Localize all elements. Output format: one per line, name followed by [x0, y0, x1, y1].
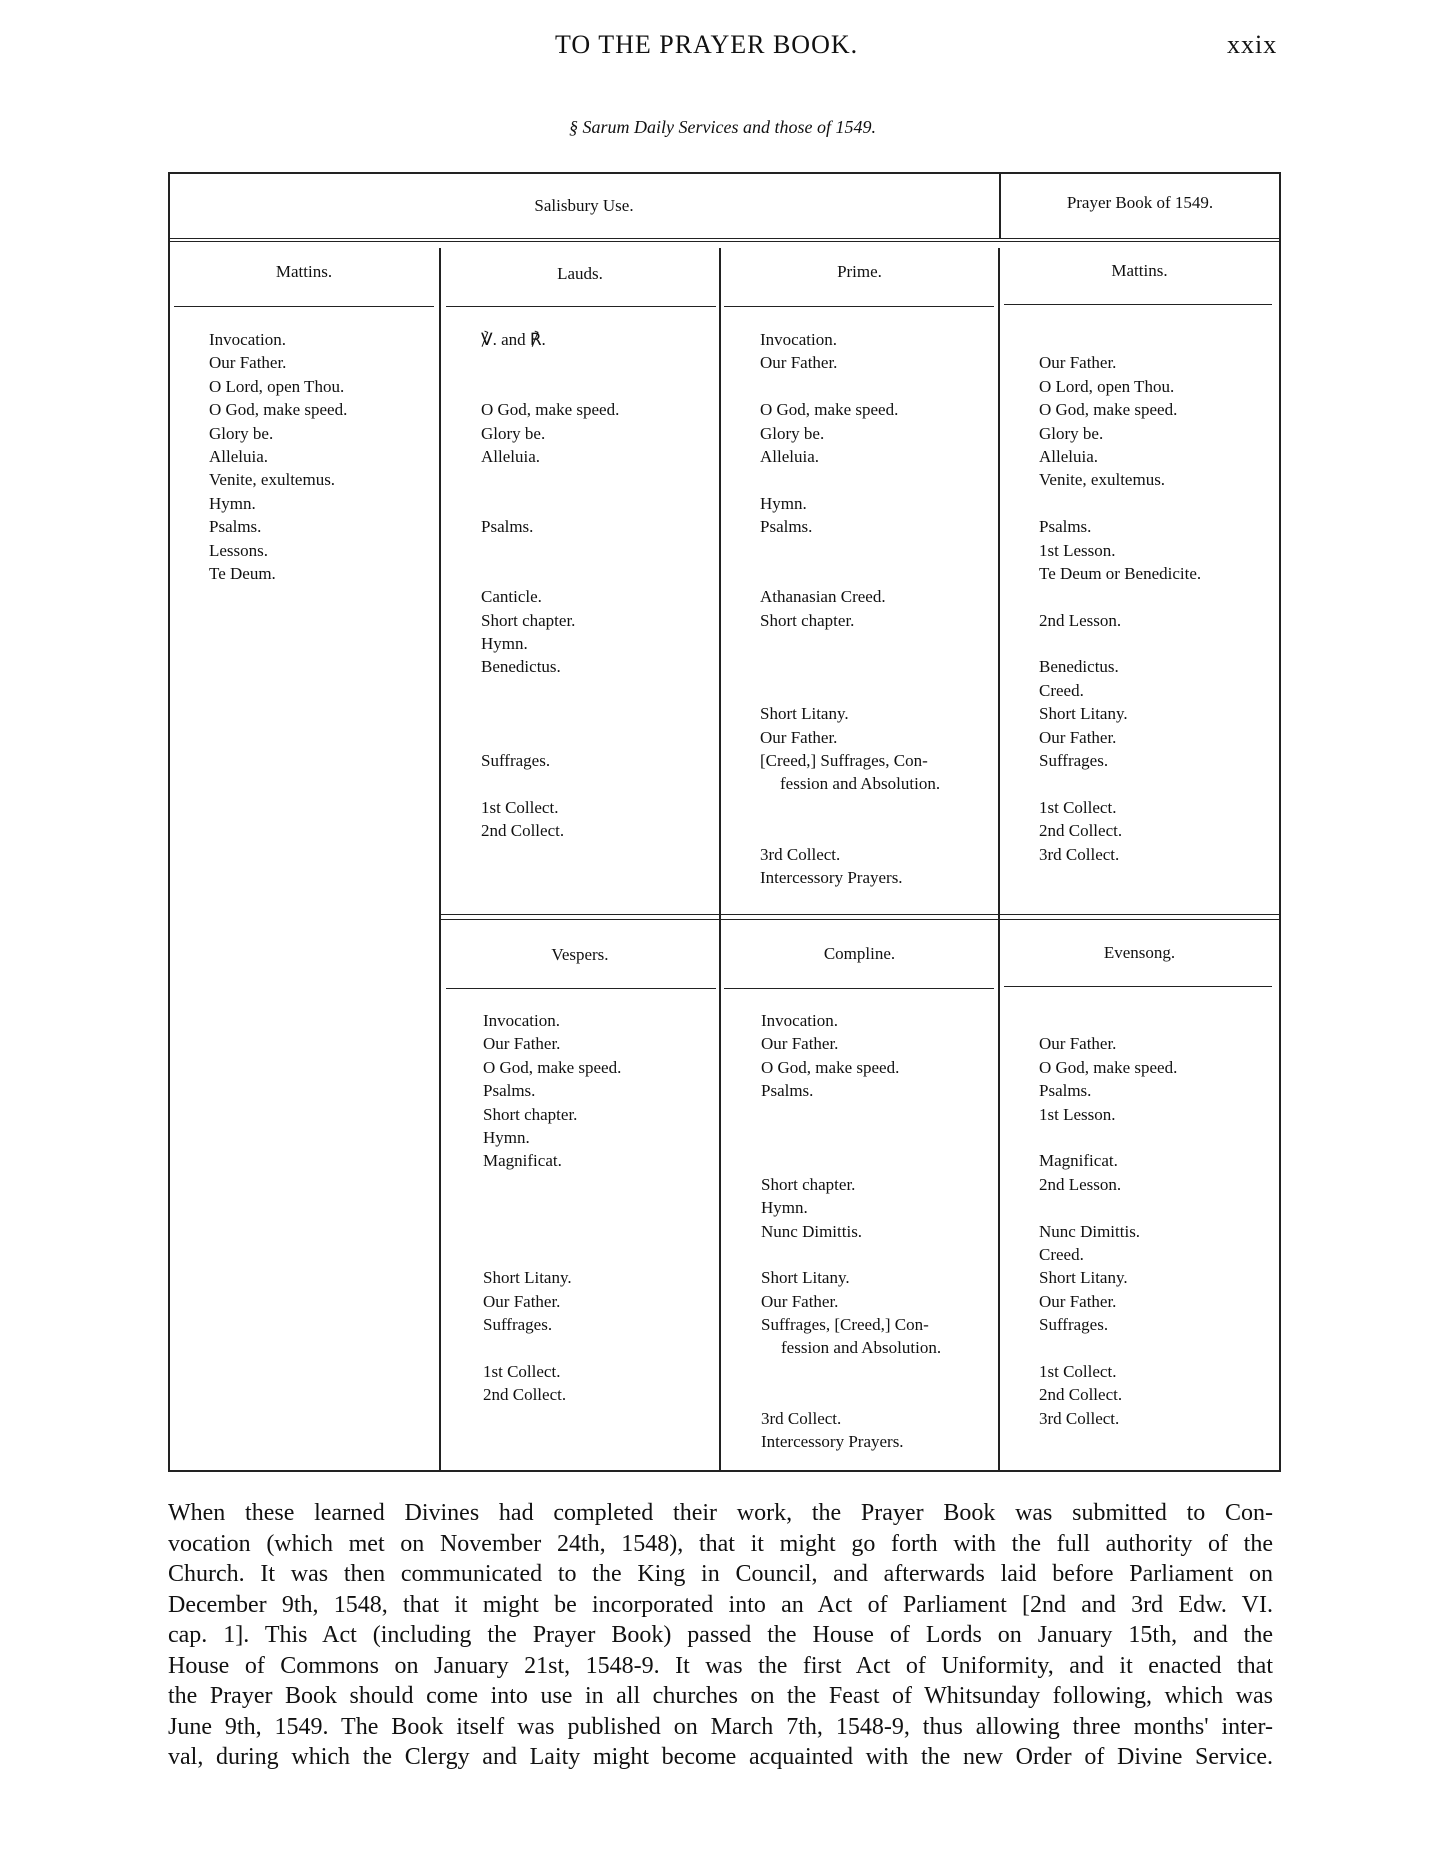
list-item: 2nd Lesson.: [1039, 1174, 1122, 1194]
list-item: [481, 375, 619, 398]
list-item: O God, make speed.: [761, 1057, 900, 1077]
list-item: [483, 1336, 621, 1359]
vespers-header: Vespers.: [551, 945, 609, 964]
list-item: Our Father.: [483, 1034, 561, 1054]
list-item: Invocation.: [761, 1011, 838, 1030]
list-item: Venite, exultemus.: [1039, 470, 1166, 490]
list-item: Psalms.: [760, 517, 813, 537]
list-item: Creed.: [1039, 1244, 1084, 1264]
list-item: Short Litany.: [1039, 704, 1128, 724]
list-item: Canticle.: [481, 587, 542, 607]
list-item: [481, 351, 619, 374]
list-item: Short Litany.: [760, 704, 849, 724]
list-item: Short chapter.: [483, 1104, 578, 1124]
list-item: Glory be.: [481, 423, 546, 443]
mattins-1549-items: [1039, 328, 1201, 866]
list-item: Suffrages.: [1039, 1315, 1109, 1335]
list-item: Te Deum.: [209, 563, 276, 583]
list-item: 1st Collect.: [483, 1361, 561, 1381]
list-item: [761, 1243, 941, 1266]
list-item: Alleluia.: [760, 446, 820, 466]
list-item: [1039, 1009, 1177, 1032]
upper-header-rule-2: [446, 306, 716, 307]
list-item: Short chapter.: [760, 610, 855, 630]
vespers-items: [483, 1009, 621, 1407]
running-head: [0, 30, 1445, 70]
list-item: Te Deum or Benedicite.: [1039, 563, 1202, 583]
body-line: val, during which the Clergy and Laity might become acquainted with the new Order of Divine Service.: [168, 1744, 1273, 1770]
list-item: Hymn.: [209, 493, 256, 513]
group-header-rule-a: [170, 238, 1280, 239]
page-number: xxix: [1227, 30, 1278, 59]
list-item: [760, 796, 940, 819]
list-item: Alleluia.: [1039, 446, 1099, 466]
list-item: Our Father.: [761, 1291, 839, 1311]
list-item: Short chapter.: [481, 610, 576, 630]
list-item: [Creed,] Suffrages, Con-: [760, 751, 928, 771]
upper-header-rule-1: [174, 306, 434, 307]
list-item: [481, 772, 619, 795]
running-title: TO THE PRAYER BOOK.: [555, 30, 859, 59]
list-item: 1st Collect.: [1039, 797, 1117, 817]
list-item: [761, 1360, 941, 1383]
list-item: [481, 726, 619, 749]
upper-header-rule-4: [1004, 304, 1272, 305]
lauds-items: [481, 328, 619, 843]
table-rule-bottom: [168, 1470, 1280, 1472]
list-item: Hymn.: [761, 1198, 808, 1218]
list-item: Alleluia.: [209, 446, 269, 466]
list-item: [1039, 585, 1201, 608]
list-item: [483, 1173, 621, 1196]
list-item: Nunc Dimittis.: [761, 1221, 863, 1241]
list-item: 3rd Collect.: [761, 1408, 842, 1428]
list-item: Psalms.: [1039, 1081, 1092, 1101]
list-item: Our Father.: [209, 353, 287, 373]
list-item: [1039, 772, 1201, 795]
upper-header-rule-3: [724, 306, 994, 307]
list-item: Suffrages, [Creed,] Con-: [761, 1315, 929, 1335]
list-item: Short Litany.: [483, 1268, 572, 1288]
list-item: Short Litany.: [1039, 1268, 1128, 1288]
list-item: [1039, 328, 1201, 351]
list-item: 2nd Collect.: [1039, 821, 1123, 841]
list-item: [760, 655, 940, 678]
list-item: fession and Absolution.: [781, 1338, 942, 1358]
list-item: Our Father.: [761, 1034, 839, 1054]
list-item: Psalms.: [1039, 517, 1092, 537]
list-item: [761, 1126, 941, 1149]
list-item: 1st Lesson.: [1039, 540, 1116, 560]
list-item: Psalms.: [209, 517, 262, 537]
list-item: [481, 492, 619, 515]
list-item: [760, 819, 940, 842]
list-item: Benedictus.: [1039, 657, 1119, 677]
compline-header: Compline.: [823, 944, 896, 963]
list-item: Magnificat.: [1039, 1151, 1118, 1171]
list-item: Our Father.: [760, 727, 838, 747]
lower-header-rule-3: [1004, 986, 1272, 987]
body-line: Church. It was then communicated to the King in Council, and afterwards laid before Parliament on: [168, 1561, 1273, 1587]
evensong-header: Evensong.: [1103, 943, 1176, 962]
list-item: [761, 1149, 941, 1172]
list-item: [760, 468, 940, 491]
list-item: [483, 1243, 621, 1266]
list-item: Alleluia.: [481, 446, 541, 466]
list-item: Glory be.: [1039, 423, 1104, 443]
list-item: O God, make speed.: [483, 1057, 622, 1077]
list-item: [1039, 1126, 1177, 1149]
table-rule-left: [168, 172, 170, 1472]
body-line: House of Commons on January 21st, 1548-9. It was the first Act of Uniformity, and it enacted that: [168, 1652, 1273, 1679]
list-item: [481, 702, 619, 725]
mattins-salisbury-items: [209, 328, 347, 585]
list-item: Psalms.: [761, 1081, 814, 1101]
list-item: [760, 539, 940, 562]
list-item: [1039, 492, 1201, 515]
list-item: Our Father.: [760, 353, 838, 373]
list-item: [483, 1220, 621, 1243]
list-item: Hymn.: [481, 634, 528, 654]
list-item: Short chapter.: [761, 1174, 856, 1194]
list-item: [760, 679, 940, 702]
list-item: [1039, 1196, 1177, 1219]
list-item: Benedictus.: [481, 657, 561, 677]
list-item: [761, 1103, 941, 1126]
list-item: [481, 468, 619, 491]
list-item: Suffrages.: [481, 751, 551, 771]
column-divider-1: [439, 248, 441, 1470]
list-item: Psalms.: [481, 517, 534, 537]
list-item: 2nd Lesson.: [1039, 610, 1122, 630]
list-item: Invocation.: [760, 330, 837, 349]
list-item: [481, 679, 619, 702]
group-header-rule-b: [170, 241, 1280, 242]
table-rule-right: [1279, 172, 1281, 1472]
list-item: ℣. and ℟.: [481, 330, 546, 349]
list-item: 3rd Collect.: [1039, 844, 1120, 864]
list-item: O Lord, open Thou.: [1039, 376, 1175, 396]
prayer-book-1549-header: Prayer Book of 1549.: [1066, 193, 1214, 212]
list-item: [760, 562, 940, 585]
list-item: Invocation.: [209, 330, 286, 349]
list-item: [1039, 1336, 1177, 1359]
mattins-salisbury-header: Mattins.: [275, 262, 333, 281]
group-divider: [999, 172, 1001, 238]
body-paragraph: [168, 1498, 1273, 1773]
column-divider-3: [998, 248, 1000, 1470]
list-item: Creed.: [1039, 680, 1084, 700]
section-rule-b: [441, 919, 1280, 920]
list-item: [481, 539, 619, 562]
compline-items: [761, 1009, 941, 1453]
list-item: [760, 632, 940, 655]
list-item: Suffrages.: [483, 1315, 553, 1335]
list-item: O God, make speed.: [209, 400, 348, 420]
list-item: Athanasian Creed.: [760, 587, 886, 607]
body-line: vocation (which met on November 24th, 1548), that it might go forth with the full authority of the: [168, 1530, 1273, 1557]
list-item: Nunc Dimittis.: [1039, 1221, 1141, 1241]
lower-header-rule-2: [724, 988, 994, 989]
list-item: Glory be.: [209, 423, 274, 443]
list-item: Hymn.: [483, 1127, 530, 1147]
body-line: December 9th, 1548, that it might be incorporated into an Act of Parliament [2nd and 3rd Edw. VI.: [168, 1591, 1273, 1618]
list-item: [483, 1196, 621, 1219]
list-item: [761, 1383, 941, 1406]
list-item: Intercessory Prayers.: [761, 1432, 904, 1452]
prime-items: [760, 328, 940, 889]
list-item: Magnificat.: [483, 1151, 562, 1171]
mattins-1549-header: Mattins.: [1111, 261, 1168, 280]
list-item: 2nd Collect.: [481, 821, 565, 841]
list-item: O God, make speed.: [1039, 1057, 1178, 1077]
list-item: Lessons.: [209, 540, 269, 560]
list-item: O God, make speed.: [481, 400, 620, 420]
list-item: Our Father.: [1039, 1034, 1117, 1054]
section-rule-a: [441, 914, 1280, 915]
list-item: Intercessory Prayers.: [760, 867, 903, 887]
list-item: fession and Absolution.: [780, 774, 941, 794]
list-item: [481, 562, 619, 585]
table-caption: § Sarum Daily Services and those of 1549.: [569, 117, 876, 137]
list-item: Our Father.: [1039, 353, 1117, 373]
list-item: 1st Collect.: [481, 797, 559, 817]
body-line: the Prayer Book should come into use in all churches on the Feast of Whitsunday following, which was: [168, 1683, 1273, 1709]
column-divider-2: [719, 248, 721, 1470]
body-line: June 9th, 1549. The Book itself was published on March 7th, 1548-9, thus allowing three months' inter-: [168, 1713, 1273, 1740]
list-item: Psalms.: [483, 1081, 536, 1101]
body-line: cap. 1]. This Act (including the Prayer Book) passed the House of Lords on January 15th, and the: [168, 1622, 1273, 1648]
list-item: Glory be.: [760, 423, 825, 443]
list-item: O Lord, open Thou.: [209, 376, 345, 396]
list-item: Our Father.: [1039, 1291, 1117, 1311]
list-item: 2nd Collect.: [483, 1385, 567, 1405]
list-item: 1st Collect.: [1039, 1361, 1117, 1381]
list-item: O God, make speed.: [1039, 400, 1178, 420]
lower-header-rule-1: [446, 988, 716, 989]
lauds-header: Lauds.: [557, 264, 603, 283]
salisbury-use-header: Salisbury Use.: [534, 196, 634, 215]
list-item: [1039, 632, 1201, 655]
prime-header: Prime.: [837, 262, 882, 281]
table-rule-top: [168, 172, 1280, 174]
list-item: Invocation.: [483, 1011, 560, 1030]
list-item: Venite, exultemus.: [209, 470, 336, 490]
list-item: 3rd Collect.: [1039, 1408, 1120, 1428]
list-item: Our Father.: [1039, 727, 1117, 747]
list-item: 2nd Collect.: [1039, 1385, 1123, 1405]
list-item: O God, make speed.: [760, 400, 899, 420]
evensong-items: [1039, 1009, 1177, 1430]
list-item: Suffrages.: [1039, 751, 1109, 771]
list-item: 1st Lesson.: [1039, 1104, 1116, 1124]
list-item: [760, 375, 940, 398]
list-item: Short Litany.: [761, 1268, 850, 1288]
list-item: Hymn.: [760, 493, 807, 513]
list-item: 3rd Collect.: [760, 844, 841, 864]
list-item: Our Father.: [483, 1291, 561, 1311]
body-line: When these learned Divines had completed their work, the Prayer Book was submitted to Con-: [168, 1500, 1273, 1526]
